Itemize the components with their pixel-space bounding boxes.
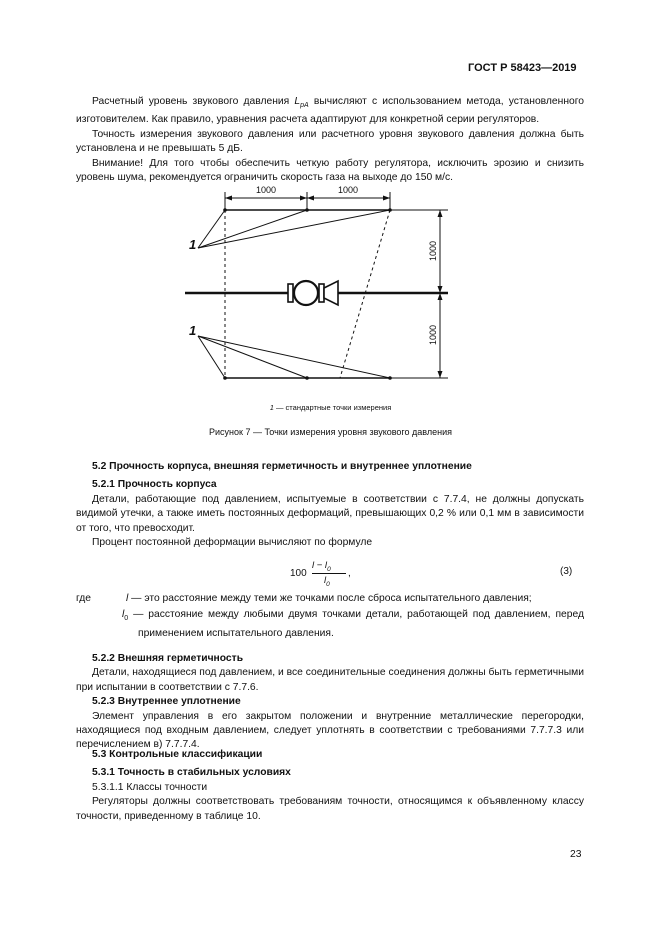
figure-7 <box>180 178 460 398</box>
callout-line <box>198 336 307 378</box>
dim-arrow <box>225 196 232 201</box>
paragraph: Элемент управления в его закрытом положении и внутренние металлические перегородки, находящиеся под входным давлением, следует уплотнять в соответствии с требованиями 7.7.7.3 или перечислением в) 7.7.7.4. <box>76 710 584 751</box>
page-number: 23 <box>570 849 582 860</box>
dim-arrow <box>438 371 443 378</box>
figure-legend: 1 — стандартные точки измерения <box>269 403 392 412</box>
section-5-2-continued <box>76 652 584 753</box>
dim-arrow <box>307 196 314 201</box>
paragraph: Детали, находящиеся под давлением, и все соединительные соединения должны быть герметичными при испытании в соответствии с 7.7.6. <box>76 667 584 693</box>
intro-paragraph-2: Точность измерения звукового давления или расчетного уровня звукового давления должна быть установлена и не превышать 5 дБ. <box>76 128 584 155</box>
paragraph: Регуляторы должны соответствовать требованиям точности, относящимся к объявленному классу точности, приведенному в таблице 10. <box>76 796 584 822</box>
callout-line <box>198 210 225 248</box>
subsubsection-heading: 5.3.1.1 Классы точности <box>92 781 208 793</box>
formula-number: (3) <box>560 566 573 577</box>
formula-coefficient: 100 <box>290 568 307 579</box>
measurement-point <box>305 376 309 380</box>
measurement-point <box>223 208 227 212</box>
definition-l0: $l_0$ — расстояние между любыми двумя точками детали, работающей под давлением, перед применением испытательного давления. <box>122 609 584 639</box>
callout-line <box>198 336 225 378</box>
formula-definitions <box>76 592 584 641</box>
intro-paragraph-1: Расчетный уровень звукового давления $L_{pA}$ вычисляют с использованием метода, установленного изготовителем. Как правило, уравнения расчета адаптируют для конкретной серии регуляторов. <box>76 96 585 126</box>
section-heading: 5.3 Контрольные классификации <box>92 749 263 760</box>
formula-3 <box>290 560 380 590</box>
document-header <box>468 62 577 74</box>
measurement-points-diagram <box>180 178 460 393</box>
dim-label-top-left: 1000 <box>255 185 277 195</box>
regulator-body <box>294 281 318 305</box>
measurement-point <box>388 208 392 212</box>
dim-arrow <box>383 196 390 201</box>
paragraph: Детали, работающие под давлением, испытуемые в соответствии с 7.7.4, не должны допускать видимой утечки, а также иметь постоянных деформаций, превышающих 0,2 % или 0,1 мм в зависимости от того, что превосходит. <box>76 493 584 534</box>
section-5-2 <box>76 460 584 550</box>
dim-label-right-lower: 1000 <box>428 324 438 346</box>
subsection-heading: 5.2.1 Прочность корпуса <box>92 479 217 491</box>
callout-label-upper: 1 <box>189 237 197 252</box>
dim-label-top-right: 1000 <box>337 185 359 195</box>
section-5-3 <box>76 748 584 824</box>
subsection-heading: 5.3.1 Точность в стабильных условиях <box>92 767 291 779</box>
formula-numerator: $l - l_0$ <box>312 560 331 573</box>
measurement-point <box>223 376 227 380</box>
measurement-point <box>305 208 309 212</box>
subsection-heading: 5.2.2 Внешняя герметичность <box>92 653 244 664</box>
formula-period: , <box>348 568 351 579</box>
formula-denominator: $l_0$ <box>324 575 330 588</box>
callout-label-lower: 1 <box>189 323 197 338</box>
regulator-flange-left <box>288 284 293 302</box>
paragraph: Процент постоянной деформации вычисляют по формуле <box>92 537 373 549</box>
figure-caption: Рисунок 7 — Точки измерения уровня звукового давления <box>209 427 452 437</box>
standard-id: ГОСТ Р 58423—2019 <box>468 62 577 74</box>
measurement-point <box>388 376 392 380</box>
callout-line <box>198 210 390 248</box>
dim-arrow <box>300 196 307 201</box>
subsection-heading: 5.2.3 Внутреннее уплотнение <box>92 696 241 708</box>
callout-line <box>198 210 307 248</box>
callout-line <box>198 336 390 378</box>
intro-paragraph-3: Внимание! Для того чтобы обеспечить четкую работу регулятора, исключить эрозию и снизить уровень шума, рекомендуется ограничить скорость газа на выходе до 150 м/с. <box>76 157 584 184</box>
regulator-outlet <box>324 281 338 305</box>
dim-label-right-upper: 1000 <box>428 240 438 262</box>
dim-arrow <box>438 210 443 217</box>
section-heading: 5.2 Прочность корпуса, внешняя герметичность и внутреннее уплотнение <box>92 461 472 472</box>
intro-section <box>76 95 584 185</box>
definition-l: где l — это расстояние между теми же точками после сброса испытательного давления; <box>76 593 532 604</box>
